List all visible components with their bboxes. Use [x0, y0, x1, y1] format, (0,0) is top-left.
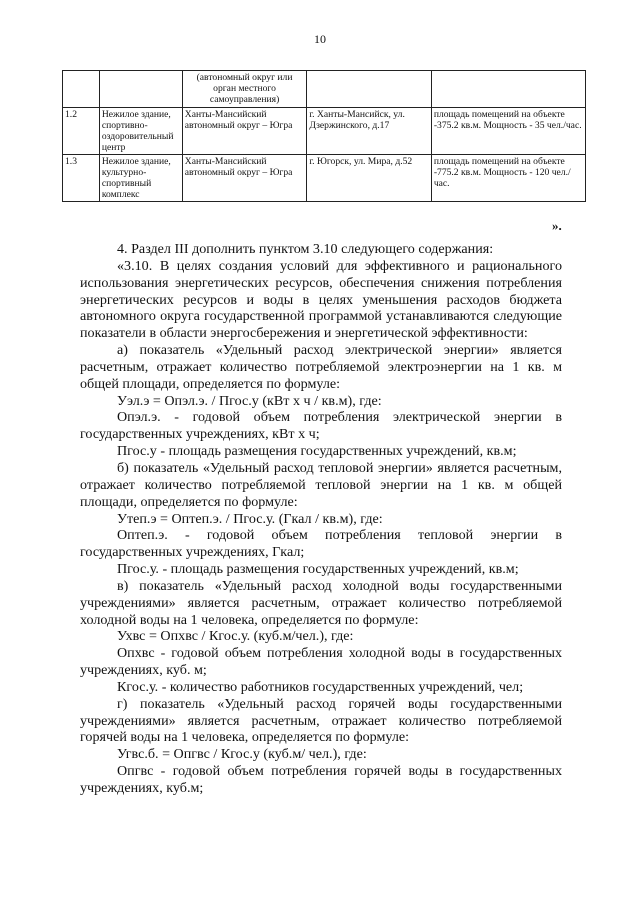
table-row: [63, 108, 586, 155]
document-body: [80, 241, 562, 797]
table-cell-info: площадь помещений на объекте -775.2 кв.м. Мощность - 120 чел./час.: [431, 155, 585, 202]
table-closing-quote: ».: [552, 218, 562, 233]
paragraph: Оптеп.э. - годовой объем потребления тепловой энергии в государственных учреждениях, Гкал;: [80, 527, 562, 561]
paragraph: Кгос.у. - количество работников государственных учреждений, чел;: [117, 678, 524, 695]
table-cell: [63, 71, 100, 108]
formula: Ухвс = Опхвс / Кгос.у. (куб.м/чел.), где:: [117, 628, 354, 645]
table-cell-owner: Ханты-Мансийский автономный округ – Югра: [182, 155, 307, 202]
table-cell-name: Нежилое здание, культурно-спортивный комплекс: [99, 155, 182, 202]
table-cell: [99, 71, 182, 108]
table-cell: [431, 71, 585, 108]
paragraph: б) показатель «Удельный расход тепловой энергии» является расчетным, отражает количество потребляемой тепловой энергии на 1 кв. м общей площади, определяется по формуле:: [80, 459, 562, 510]
table-cell-address: г. Югорск, ул. Мира, д.52: [307, 155, 432, 202]
page-number: 10: [314, 32, 326, 46]
paragraph: Пгос.у - площадь размещения государственных учреждений, кв.м;: [117, 443, 517, 460]
table-cell-info: площадь помещений на объекте -375.2 кв.м. Мощность - 35 чел./час.: [431, 108, 585, 155]
paragraph: в) показатель «Удельный расход холодной воды государственными учреждениями» является расчетным, отражает количество потребляемой холодной воды на 1 человека, определяется по формуле:: [80, 577, 562, 628]
paragraph: а) показатель «Удельный расход электрической энергии» является расчетным, отражает количество потребляемой электроэнергии на 1 кв. м общей площади, определяется по формуле:: [80, 342, 562, 392]
table-cell-num: 1.3: [63, 155, 100, 202]
paragraph: Опхвс - годовой объем потребления холодной воды в государственных учреждениях, куб. м;: [80, 645, 562, 679]
table-cell-owner-continuation: (автономный округ или орган местного самоуправления): [182, 71, 307, 108]
table-cell-name: Нежилое здание, спортивно-оздоровительный центр: [99, 108, 182, 155]
table-row-continuation: [63, 71, 586, 108]
paragraph: «3.10. В целях создания условий для эффективного и рационального использования энергетических ресурсов, обеспечения снижения потребления энергетических ресурсов и воды в целях уменьшения расходов бюджета автономного округа государственной программой устанавливаются следующие показатели в области энергосбережения и энергетической эффективности:: [80, 257, 562, 342]
table-row: [63, 155, 586, 202]
formula: Угвс.б. = Опгвс / Кгос.у (куб.м/ чел.), где:: [117, 746, 367, 763]
formula: Уэл.э = Опэл.э. / Пгос.у (кВт х ч / кв.м), где:: [117, 392, 382, 409]
paragraph: 4. Раздел III дополнить пунктом 3.10 следующего содержания:: [117, 241, 494, 257]
paragraph: Опэл.э. - годовой объем потребления электрической энергии в государственных учреждениях, кВт х ч;: [80, 409, 562, 443]
table-cell-num: 1.2: [63, 108, 100, 155]
table-cell-address: г. Ханты-Мансийск, ул. Дзержинского, д.17: [307, 108, 432, 155]
formula: Утеп.э = Оптеп.э. / Пгос.у. (Гкал / кв.м), где:: [117, 510, 383, 527]
paragraph: Пгос.у. - площадь размещения государственных учреждений, кв.м;: [117, 561, 519, 578]
table-cell: [307, 71, 432, 108]
objects-table: [62, 70, 586, 202]
table-cell-owner: Ханты-Мансийский автономный округ – Югра: [182, 108, 307, 155]
paragraph: Опгвс - годовой объем потребления горячей воды в государственных учреждениях, куб.м;: [80, 763, 562, 796]
paragraph: г) показатель «Удельный расход горячей воды государственными учреждениями» является расчетным, отражает количество потребляемой горячей воды на 1 человека, определяется по формуле:: [80, 695, 562, 746]
